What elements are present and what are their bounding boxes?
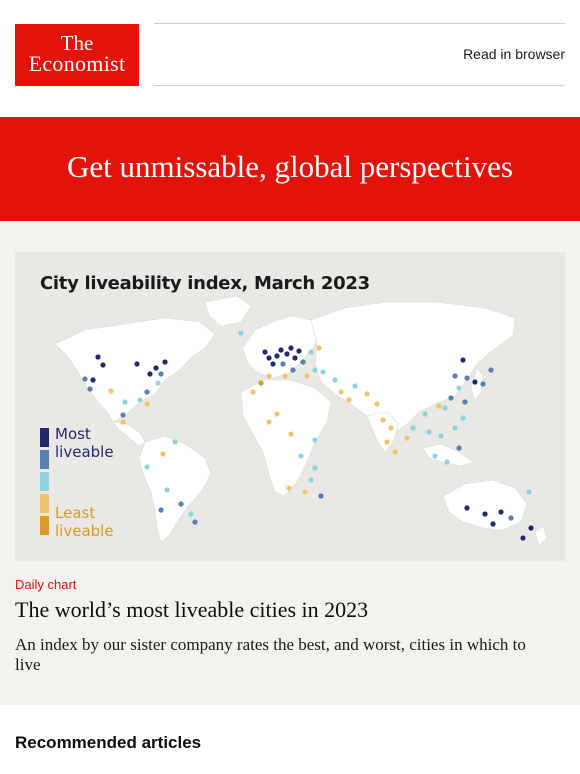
promo-banner[interactable] — [0, 117, 580, 221]
city-dot — [472, 379, 477, 384]
city-dot — [384, 439, 389, 444]
city-dot — [147, 371, 152, 376]
city-dot — [164, 487, 169, 492]
city-dot — [274, 411, 279, 416]
city-dot — [508, 515, 513, 520]
featured-article — [0, 221, 580, 705]
city-dot — [526, 489, 531, 494]
city-dot — [296, 348, 301, 353]
banner-headline: Get unmissable, global perspectives — [67, 149, 513, 184]
city-dot — [380, 417, 385, 422]
city-dot — [144, 389, 149, 394]
city-dot — [300, 359, 305, 364]
city-dot — [456, 385, 461, 390]
city-dot — [266, 419, 271, 424]
logo-line-1: The — [60, 31, 94, 55]
city-dot — [282, 373, 287, 378]
city-dot — [302, 489, 307, 494]
city-dot — [308, 477, 313, 482]
city-dot — [426, 429, 431, 434]
city-dot — [432, 453, 437, 458]
city-dot — [158, 371, 163, 376]
email-header — [0, 0, 580, 117]
city-dot — [286, 485, 291, 490]
city-dot — [464, 505, 469, 510]
city-dot — [144, 464, 149, 469]
city-dot — [374, 401, 379, 406]
legend-swatch-3 — [40, 472, 49, 491]
city-dot — [438, 433, 443, 438]
city-dot — [153, 365, 158, 370]
map-title: City liveability index, March 2023 — [40, 273, 370, 294]
legend-least-line-2: liveable — [55, 522, 114, 540]
city-dot — [292, 355, 297, 360]
city-dot — [448, 395, 453, 400]
article-summary: An index by our sister company rates the best, and worst, cities in which to live — [15, 635, 526, 674]
city-dot — [392, 449, 397, 454]
city-dot — [262, 349, 267, 354]
city-dot — [312, 437, 317, 442]
city-dot — [452, 373, 457, 378]
city-dot — [238, 330, 243, 335]
city-dot — [308, 349, 313, 354]
city-dot — [332, 377, 337, 382]
city-dot — [90, 377, 95, 382]
city-dot — [388, 425, 393, 430]
city-dot — [122, 399, 127, 404]
legend-swatch-1 — [40, 428, 49, 447]
city-dot — [520, 535, 525, 540]
city-dot — [172, 439, 177, 444]
recommended-heading: Recommended articles — [15, 733, 202, 752]
legend-least-line-1: Least — [55, 504, 96, 522]
city-dot — [120, 419, 125, 424]
legend-swatch-2 — [40, 450, 49, 469]
legend-swatch-5 — [40, 516, 49, 535]
city-dot — [346, 397, 351, 402]
city-dot — [404, 435, 409, 440]
legend-least — [55, 504, 114, 540]
city-dot — [312, 367, 317, 372]
city-dot — [320, 369, 325, 374]
city-dot — [188, 511, 193, 516]
city-dot — [162, 359, 167, 364]
city-dot — [270, 361, 275, 366]
city-dot — [280, 361, 285, 366]
city-dot — [364, 391, 369, 396]
city-dot — [298, 453, 303, 458]
read-in-browser-link[interactable]: Read in browser — [463, 46, 565, 62]
city-dot — [436, 403, 441, 408]
city-dot — [158, 507, 163, 512]
city-dot — [82, 376, 87, 381]
legend-most — [55, 425, 114, 461]
legend-most-line-1: Most — [55, 425, 91, 443]
city-dot — [316, 345, 321, 350]
city-dot — [137, 397, 142, 402]
city-dot — [178, 501, 183, 506]
city-dot — [304, 373, 309, 378]
header-divider-bottom — [154, 85, 565, 86]
city-dot — [338, 389, 343, 394]
city-dot — [444, 459, 449, 464]
city-dot — [192, 519, 197, 524]
city-dot — [155, 380, 160, 385]
city-dot — [442, 405, 447, 410]
city-dot — [312, 465, 317, 470]
city-dot — [464, 375, 469, 380]
city-dot — [288, 345, 293, 350]
legend-scale — [40, 428, 49, 535]
city-dot — [134, 361, 139, 366]
legend-swatch-4 — [40, 494, 49, 513]
city-dot — [460, 357, 465, 362]
city-dot — [452, 425, 457, 430]
city-dot — [250, 389, 255, 394]
landmasses — [55, 296, 547, 546]
city-dot — [482, 511, 487, 516]
city-dot — [258, 380, 263, 385]
city-dot — [318, 493, 323, 498]
article-kicker: Daily chart — [15, 577, 77, 592]
city-dot — [160, 451, 165, 456]
city-dot — [352, 383, 357, 388]
city-dot — [410, 425, 415, 430]
city-dot — [108, 388, 113, 393]
economist-logo[interactable] — [15, 24, 139, 86]
header-divider-top — [154, 23, 565, 24]
city-dot — [100, 362, 105, 367]
city-dot — [480, 381, 485, 386]
city-dot — [144, 401, 149, 406]
city-dot — [490, 521, 495, 526]
city-dot — [266, 355, 271, 360]
city-dot — [288, 431, 293, 436]
city-dot — [462, 399, 467, 404]
city-dot — [422, 411, 427, 416]
logo-line-2: Economist — [28, 51, 126, 76]
city-dot — [290, 367, 295, 372]
city-dot — [498, 509, 503, 514]
city-dot — [488, 367, 493, 372]
city-dot — [120, 412, 125, 417]
city-dot — [460, 415, 465, 420]
city-dot — [95, 354, 100, 359]
city-dot — [528, 525, 533, 530]
city-dot — [456, 445, 461, 450]
city-dot — [266, 373, 271, 378]
city-dot — [274, 353, 279, 358]
liveability-map-image[interactable] — [15, 252, 565, 561]
city-dot — [284, 351, 289, 356]
city-dot — [87, 386, 92, 391]
city-dot — [278, 347, 283, 352]
legend-most-line-2: liveable — [55, 443, 114, 461]
article-headline[interactable]: The world’s most liveable cities in 2023 — [15, 597, 369, 622]
